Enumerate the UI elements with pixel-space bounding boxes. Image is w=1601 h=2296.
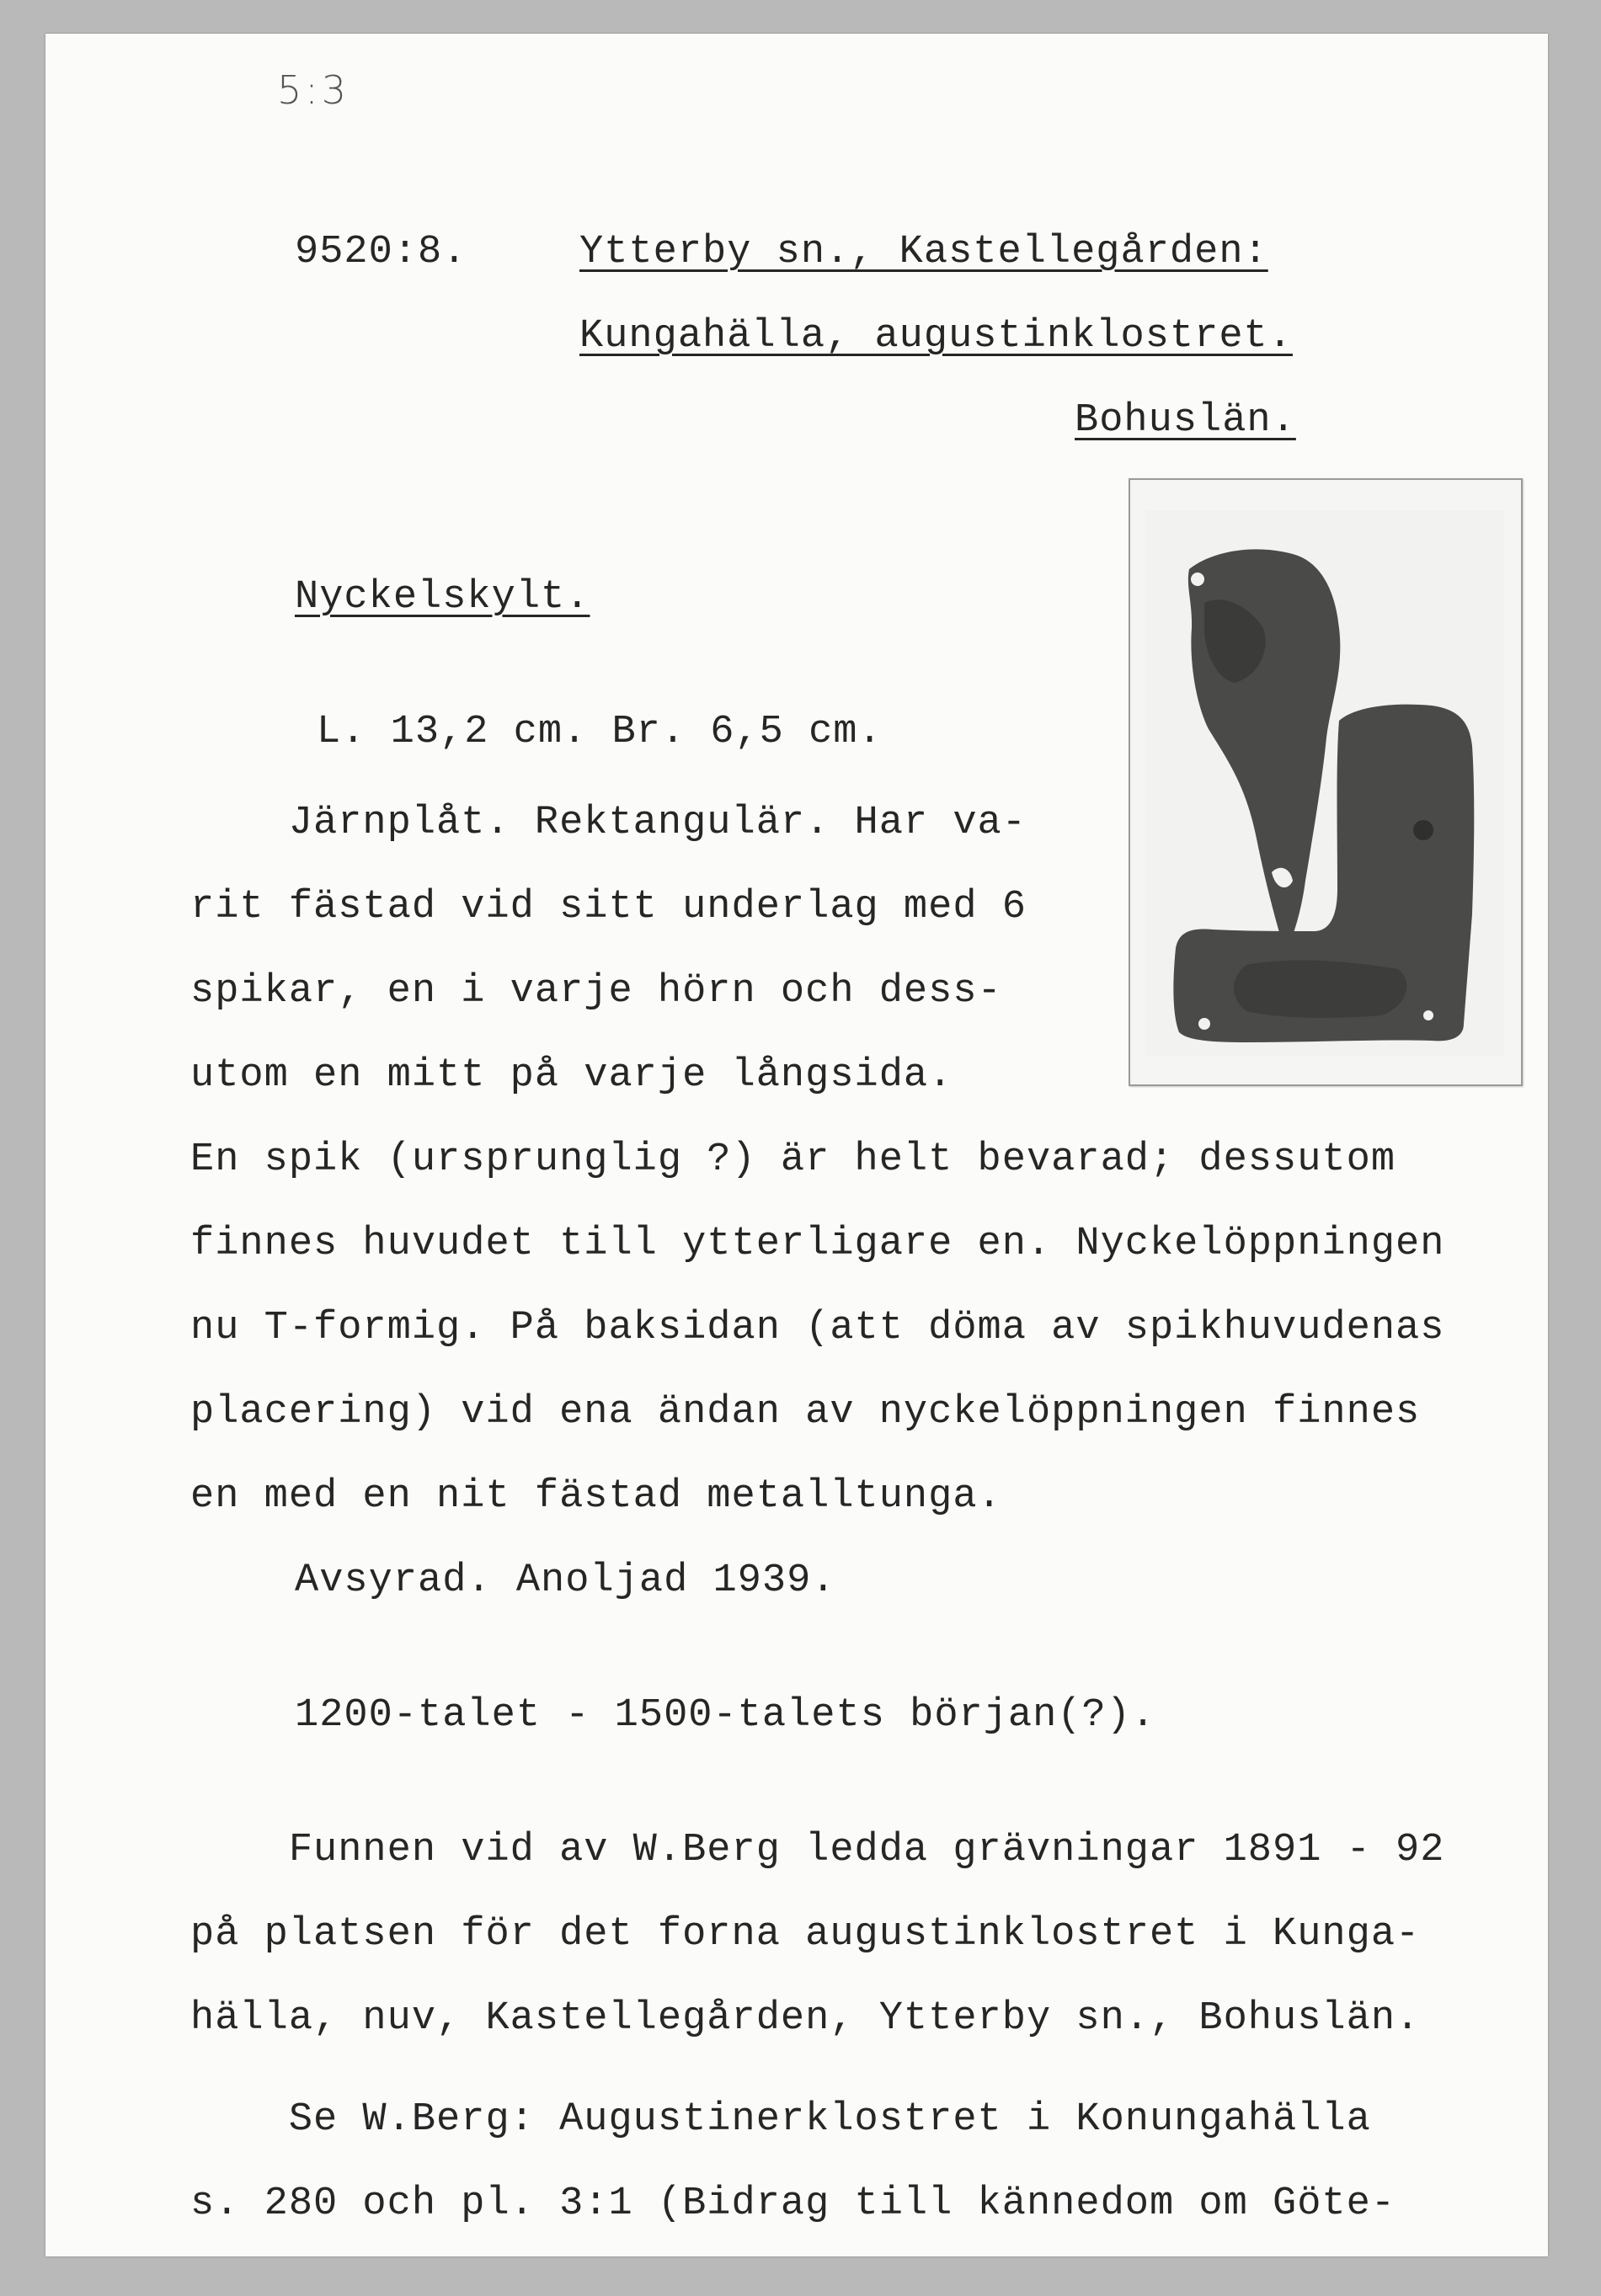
object-title: Nyckelskylt. bbox=[295, 575, 590, 620]
reference-line: s. 280 och pl. 3:1 (Bidrag till kännedom om Göte- bbox=[190, 2181, 1396, 2226]
provenance-line: Funnen vid av W.Berg ledda grävningar 1891 - 92 bbox=[190, 1828, 1445, 1872]
description-line: Järnplåt. Rektangulär. Har va- bbox=[190, 801, 1027, 845]
object-photo bbox=[1145, 510, 1504, 1056]
dating-note: 1200-talet - 1500-talets början(?). bbox=[295, 1693, 1156, 1738]
handwritten-annotation: 5:3 bbox=[277, 67, 350, 113]
keyhole-plate-image bbox=[1145, 510, 1504, 1056]
description-line: En spik (ursprunglig ?) är helt bevarad; dessutom bbox=[190, 1137, 1396, 1182]
description-line: spikar, en i varje hörn och dess- bbox=[190, 969, 1002, 1014]
location-line-3: Bohuslän. bbox=[1075, 398, 1296, 443]
reference-line: Se W.Berg: Augustinerklostret i Konungahälla bbox=[190, 2097, 1371, 2142]
provenance-line: hälla, nuv, Kastellegården, Ytterby sn., Bohuslän. bbox=[190, 1996, 1421, 2041]
description-line: en med en nit fästad metalltunga. bbox=[190, 1474, 1002, 1519]
dimensions: L. 13,2 cm. Br. 6,5 cm. bbox=[317, 710, 883, 754]
treatment-note: Avsyrad. Anoljad 1939. bbox=[295, 1558, 836, 1603]
catalog-card bbox=[45, 34, 1548, 2256]
location-line-1: Ytterby sn., Kastellegården: bbox=[579, 230, 1268, 274]
catalog-number: 9520:8. bbox=[295, 230, 467, 274]
description-line: rit fästad vid sitt underlag med 6 bbox=[190, 885, 1027, 930]
location-line-2: Kungahälla, augustinklostret. bbox=[579, 314, 1293, 359]
description-line: placering) vid ena ändan av nyckelöppningen finnes bbox=[190, 1390, 1421, 1435]
description-line: nu T-formig. På baksidan (att döma av spikhuvudenas bbox=[190, 1306, 1445, 1350]
provenance-line: på platsen för det forna augustinklostret i Kunga- bbox=[190, 1912, 1421, 1957]
description-line: utom en mitt på varje långsida. bbox=[190, 1053, 953, 1098]
description-line: finnes huvudet till ytterligare en. Nyckelöppningen bbox=[190, 1222, 1445, 1266]
photo-frame bbox=[1129, 478, 1523, 1086]
